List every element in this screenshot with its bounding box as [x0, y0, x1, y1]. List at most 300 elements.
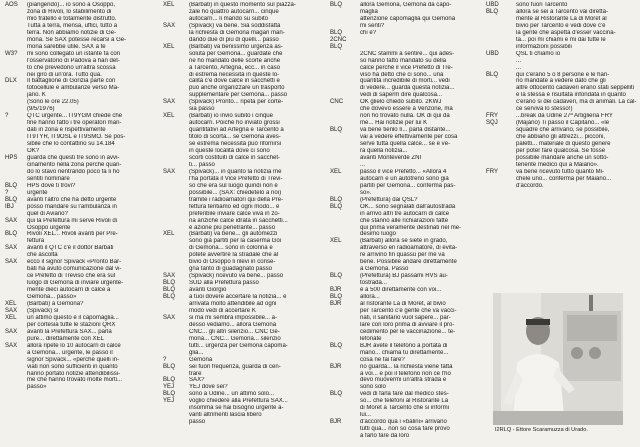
transcript-text: terra. Non abbiamo notizie di Ge- [27, 29, 117, 36]
speaker-callsign [5, 92, 27, 99]
transcript-line [163, 155, 323, 162]
speaker-callsign [163, 371, 189, 378]
transcript-text: va bene ricevuto tutto quanto Mi- [516, 168, 605, 175]
transcript-text: mano... chiama tu direttamente... [360, 349, 449, 356]
speaker-callsign [330, 16, 360, 23]
transcript-line [330, 357, 481, 364]
transcript-text: che dovevo essere a Venzone, ma [360, 106, 453, 113]
transcript-line [330, 259, 481, 266]
transcript-text: (Spivack) Pronto... ripeta per corte- [189, 99, 284, 106]
speaker-callsign [163, 301, 189, 308]
speaker-callsign [5, 238, 27, 245]
speaker-callsign [163, 183, 189, 190]
speaker-callsign: BLQ [163, 391, 176, 398]
transcript-text: signor Spivack... «perché quelli in- [27, 356, 120, 363]
transcript-line [163, 65, 323, 72]
transcript-line [5, 336, 155, 343]
transcript-text: di vedere... guarda questa notizia... [360, 85, 455, 92]
transcript-text: a Tarcento, Artegna, ecc... in caso [189, 64, 280, 71]
transcript-line [5, 266, 155, 273]
transcript-text: viso ha detto che ci sono... una [360, 71, 444, 78]
transcript-text: mona. Se SAX potesse recarsi a Ge- [27, 36, 127, 43]
speaker-callsign: BLQ [330, 391, 343, 398]
transcript-line [5, 287, 155, 294]
transcript-text: sono già partiti per la caserma Goi [189, 238, 282, 245]
speaker-callsign [5, 148, 27, 155]
speaker-callsign [163, 162, 189, 169]
transcript-line [5, 231, 155, 238]
transcript-text: bivio di Osoppo li rilevi in conse- [189, 259, 276, 266]
transcript-line [330, 23, 481, 30]
transcript-text: la gente che aspetta d'esser vaccina- [516, 29, 616, 36]
speaker-callsign: BLQ [330, 43, 343, 50]
transcript-line [486, 169, 638, 176]
transcript-text: OK? [27, 148, 40, 155]
speaker-callsign [330, 357, 360, 364]
transcript-text: glia... [189, 349, 204, 356]
transcript-line [330, 419, 481, 426]
speaker-callsign: BLQ [5, 231, 18, 238]
speaker-callsign [330, 183, 360, 190]
transcript-text: (Barbati) va bene... gli automezzi [189, 231, 278, 238]
speaker-callsign [5, 364, 27, 371]
transcript-text: do lo stavo rientrando poco fa li ho [27, 168, 120, 175]
speaker-callsign [486, 155, 516, 162]
speaker-callsign [330, 58, 360, 65]
speaker-callsign: BJR [330, 287, 342, 294]
transcript-text: c'erano si dei cadaveri, ma di animali. La cal- [516, 99, 637, 106]
transcript-text: (Prefettura) dai QSL? [360, 196, 418, 203]
transcript-line [5, 141, 155, 148]
transcript-text: hanno portato notizie attendibilissi- [27, 370, 121, 377]
transcript-text: ra quella notizia... [360, 148, 408, 155]
speaker-callsign [330, 113, 360, 120]
transcript-line [163, 106, 323, 113]
speaker-callsign [5, 120, 27, 127]
speaker-callsign [5, 266, 27, 273]
speaker-callsign: ? [5, 189, 9, 196]
speaker-callsign [330, 405, 360, 412]
transcript-text: voglio chiedere alla Prefettura SAX... [189, 398, 288, 405]
speaker-callsign [5, 169, 27, 176]
speaker-callsign: BLQ [330, 273, 343, 280]
transcript-line [163, 99, 323, 106]
speaker-callsign: BLQ [5, 182, 18, 189]
speaker-callsign: SAX [5, 342, 18, 349]
speaker-callsign [486, 162, 516, 169]
speaker-callsign [330, 141, 360, 148]
transcript-line [5, 92, 155, 99]
transcript-text: (Sono le ore 22.05) [27, 99, 79, 106]
speaker-callsign [163, 419, 189, 426]
transcript-line [5, 176, 155, 183]
speaker-callsign [5, 9, 27, 16]
transcript-column-3 [330, 2, 481, 440]
transcript-text: di estrema necessità in queste lo- [189, 71, 280, 78]
speaker-callsign: XEL [163, 113, 175, 120]
transcript-line [330, 218, 481, 225]
transcript-text [360, 44, 481, 51]
transcript-text: vanti altrimenti lascia libero [189, 412, 262, 419]
speaker-callsign: BLQ [330, 127, 343, 134]
transcript-line [330, 225, 481, 232]
speaker-callsign [5, 37, 27, 44]
transcript-line [486, 72, 638, 79]
transcript-text: qui c'erano 5 o 8 persone e le han- [516, 71, 610, 78]
speaker-callsign [163, 106, 189, 113]
transcript-line [5, 252, 155, 259]
transcript-line [163, 85, 323, 92]
transcript-text: in queste località dove ci sono [189, 148, 270, 155]
speaker-callsign [486, 134, 516, 141]
speaker-callsign [486, 65, 516, 72]
transcript-text: d'accordo. [516, 182, 544, 189]
speaker-callsign [163, 92, 189, 99]
transcript-line [330, 252, 481, 259]
transcript-line [5, 30, 155, 37]
transcript-line [486, 148, 638, 155]
transcript-line [163, 16, 323, 23]
transcript-line [5, 329, 155, 336]
transcript-line [486, 44, 638, 51]
speaker-callsign [5, 350, 27, 357]
transcript-line [330, 9, 481, 16]
transcript-text: YEJ dove sei? [189, 384, 228, 391]
speaker-callsign: ? [5, 113, 9, 120]
transcript-text: so... che telefoni al Ristorante La [360, 398, 449, 405]
speaker-callsign [330, 51, 360, 58]
transcript-line [330, 2, 481, 9]
transcript-line [486, 37, 638, 44]
speaker-callsign [163, 37, 189, 44]
transcript-text: passo» [27, 384, 47, 391]
transcript-text: preferibile inviare calce viva in zo- [189, 210, 280, 217]
speaker-callsign [330, 148, 360, 155]
speaker-callsign [330, 433, 360, 440]
transcript-line [5, 16, 155, 23]
speaker-callsign: DLX [5, 78, 17, 85]
transcript-line [163, 72, 323, 79]
speaker-callsign [5, 134, 27, 141]
transcript-text: Gemona... passo» [27, 294, 77, 301]
transcript-line [486, 134, 638, 141]
speaker-callsign: W3? [5, 50, 18, 57]
transcript-text: calce perché il vice Prefetto di Tre- [360, 64, 453, 71]
speaker-callsign [330, 72, 360, 79]
transcript-line [5, 308, 155, 315]
transcript-text: mio fratello è totalmente distrutto. [27, 15, 117, 22]
speaker-callsign: XEL [5, 314, 17, 321]
transcript-line [163, 2, 323, 9]
transcript-text: al ristorante La di Moret, al bivio [360, 300, 446, 307]
transcript-text: devo muovermi un'altra strada e [360, 377, 447, 384]
transcript-text: (Barbati) a Gemona? [27, 300, 84, 307]
speaker-callsign: 2CNC [330, 36, 347, 43]
transcript-text: QSL ti chiamo io [516, 50, 561, 57]
transcript-line [163, 377, 323, 384]
transcript-line [163, 37, 323, 44]
speaker-callsign [163, 120, 189, 127]
speaker-callsign [163, 16, 189, 23]
speaker-callsign [486, 176, 516, 183]
speaker-callsign [486, 183, 516, 190]
transcript-line [163, 218, 323, 225]
transcript-text: IT9TYR, IT9OSL e IT9SMO. Se pos- [27, 134, 126, 141]
transcript-text: so hanno fatto mandato su della [360, 57, 447, 64]
transcript-text: vai a vedere effettivamente per cosa [360, 134, 458, 141]
transcript-line [5, 169, 155, 176]
transcript-line [486, 183, 638, 190]
speaker-callsign [330, 23, 360, 30]
transcript-line [486, 2, 638, 9]
speaker-callsign: UBD [486, 50, 499, 57]
speaker-callsign [330, 155, 360, 162]
speaker-callsign [163, 58, 189, 65]
speaker-callsign [163, 190, 189, 197]
speaker-callsign: BLQ [330, 342, 343, 349]
speaker-callsign: BJR [330, 419, 342, 426]
transcript-text: trare [189, 370, 202, 377]
speaker-callsign [163, 259, 189, 266]
transcript-text: di Gemona... sono in colonna e [189, 245, 273, 252]
transcript-line [163, 245, 323, 252]
transcript-line [163, 51, 323, 58]
transcript-line [330, 238, 481, 245]
transcript-text: tostrada... [360, 280, 387, 287]
transcript-line [330, 65, 481, 72]
speaker-callsign [5, 72, 27, 79]
transcript-line [330, 371, 481, 378]
speaker-callsign: XEL [163, 231, 175, 238]
transcript-text: me che hanno trovato molte morti... [27, 377, 123, 384]
transcript-text: (Majano) Ti passo il Capitano... «le [516, 120, 610, 127]
transcript-line [5, 190, 155, 197]
transcript-text: sentiti nominare [27, 175, 70, 182]
transcript-line [486, 9, 638, 16]
transcript-text: l'ha portata il Vice Prefetto di Trevi- [189, 175, 283, 182]
speaker-callsign: SAX [163, 314, 176, 321]
transcript-text: Tutta a terra, mensa, uffici, tutto a [27, 22, 118, 29]
transcript-line [5, 44, 155, 51]
transcript-text: mente dieci autocarri di calce a [27, 287, 111, 294]
transcript-text: chi è? [360, 29, 377, 36]
transcript-line [330, 99, 481, 106]
transcript-line [163, 197, 323, 204]
speaker-callsign [163, 211, 189, 218]
transcript-line [330, 78, 481, 85]
speaker-callsign [163, 72, 189, 79]
transcript-line [163, 127, 323, 134]
transcript-text: serve tutta quella calce... se è ve- [360, 141, 451, 148]
speaker-callsign [163, 225, 189, 232]
transcript-line [163, 44, 323, 51]
transcript-line [330, 412, 481, 419]
transcript-text: mente al Ristorante La di Moret al [516, 15, 607, 22]
transcript-text: a Gemona... urgente, le passo il [27, 349, 113, 356]
transcript-line [163, 280, 323, 287]
speaker-callsign: BLQ [330, 196, 343, 203]
transcript-text: ce serviva lo stesso!) [516, 106, 573, 113]
transcript-text: tenente medico qui a Maiano». [516, 161, 599, 168]
speaker-callsign [163, 51, 189, 58]
transcript-line [486, 127, 638, 134]
transcript-text: bene. Possibile andare direttamente [360, 259, 457, 266]
transcript-line [330, 231, 481, 238]
transcript-line [330, 127, 481, 134]
transcript-text: cinamento nella zona perché quan- [27, 161, 122, 168]
transcript-text: paletti... materiale di questo genere [516, 141, 611, 148]
transcript-text: che abbiano gli attrezzi... picconi, [516, 134, 606, 141]
transcript-text: dando due di più di quelli... passo [189, 36, 279, 43]
speaker-callsign [486, 16, 516, 23]
transcript-line [163, 204, 323, 211]
speaker-callsign [5, 85, 27, 92]
transcript-line [5, 2, 155, 9]
transcript-line [163, 336, 323, 343]
transcript-line [330, 266, 481, 273]
transcript-line [163, 371, 323, 378]
transcript-text: (9/5/1976) [27, 106, 55, 113]
transcript-line [163, 364, 323, 371]
transcript-line [486, 162, 638, 169]
transcript-text: può anche organizzare un trasporto [189, 85, 285, 92]
speaker-callsign [330, 398, 360, 405]
speaker-callsign [330, 190, 360, 197]
transcript-text: re arrivino fin quassù per me va [360, 252, 445, 259]
speaker-callsign: BLQ [163, 294, 176, 301]
speaker-callsign [5, 16, 27, 23]
speaker-callsign [163, 322, 189, 329]
speaker-callsign: SQJ [486, 120, 498, 127]
transcript-line [163, 384, 323, 391]
speaker-callsign [486, 37, 516, 44]
speaker-callsign [163, 336, 189, 343]
speaker-callsign [330, 65, 360, 72]
speaker-callsign [163, 78, 189, 85]
speaker-callsign [5, 176, 27, 183]
transcript-text: per Tarcento c'è gente che va vacci- [360, 307, 457, 314]
transcript-line [330, 211, 481, 218]
transcript-line [5, 218, 155, 225]
transcript-text: passo il vice Prefetto... «Allora 4 [360, 168, 447, 175]
transcript-line [5, 72, 155, 79]
transcript-text: allora Gemona, Gemona da capo- [360, 2, 452, 8]
transcript-line [5, 120, 155, 127]
transcript-text: a farlo fare da loro [360, 433, 410, 440]
transcript-text: allora ripete lo 10 autocarri di calce [27, 342, 121, 349]
speaker-callsign [330, 176, 360, 183]
transcript-line [5, 148, 155, 155]
transcript-text: luogo di Gemona di inviare urgente- [27, 280, 124, 287]
transcript-line [5, 371, 155, 378]
transcript-text: informazioni possibili [516, 43, 572, 50]
transcript-text: la richiesta di Gemona magari man- [189, 29, 285, 36]
transcript-text: to che prevedono un'altra scossa [27, 64, 116, 71]
transcript-line [330, 329, 481, 336]
speaker-callsign [486, 127, 516, 134]
transcript-text: vedi di farla fare dal medico stes- [360, 391, 449, 398]
transcript-text: potete avvertire la stradale che al [189, 252, 279, 259]
transcript-text: quel di Aviano? [27, 210, 68, 217]
transcript-line [330, 287, 481, 294]
transcript-line [330, 273, 481, 280]
speaker-callsign [5, 252, 27, 259]
speaker-callsign [330, 252, 360, 259]
transcript-line [163, 134, 323, 141]
transcript-text: ecco il signor Spivack «Pronto Bar- [27, 259, 122, 266]
transcript-text: qui la Prefettura mi serve Rivoli di [27, 217, 118, 224]
transcript-line [330, 245, 481, 252]
transcript-line [5, 9, 155, 16]
transcript-text: ce Prefetto di Treviso che era sul [27, 273, 116, 280]
transcript-line [163, 405, 323, 412]
speaker-callsign: BLQ [330, 2, 343, 8]
speaker-callsign [163, 197, 189, 204]
transcript-text: (Barbati) va benissimo urgenza as- [189, 43, 283, 50]
transcript-text: ... [516, 64, 522, 71]
transcript-text: desso vediamo... allora Gemona [189, 321, 277, 328]
transcript-text: guarda che questi tre sono in avvi- [27, 154, 120, 161]
transcript-line [330, 106, 481, 113]
transcript-text: vedi di saperm dire qualcosa... [360, 92, 443, 99]
speaker-callsign [486, 23, 516, 30]
transcript-text: jano. K [27, 92, 46, 99]
speaker-callsign [5, 371, 27, 378]
transcript-text: (piangendo)... io sono a Osoppo, [27, 2, 116, 8]
transcript-line [330, 405, 481, 412]
transcript-line [330, 197, 481, 204]
transcript-text: allora... [360, 294, 380, 301]
transcript-text: calità c'è dove calce in sacchetti e [189, 78, 280, 85]
transcript-line [163, 183, 323, 190]
transcript-line [330, 322, 481, 329]
transcript-line [163, 350, 323, 357]
speaker-callsign [330, 308, 360, 315]
transcript-text: ta... poi mi chiami e mi dai tutte le [516, 36, 606, 43]
transcript-text: tutti qua... non so cosa fare provo [360, 426, 450, 433]
transcript-text: HPS dove ti trovi? [27, 182, 76, 189]
transcript-line [5, 58, 155, 65]
transcript-text: va bene tienlo lì... parla distante... [360, 127, 451, 134]
speaker-callsign [163, 204, 189, 211]
transcript-text: che ascolta [27, 252, 58, 259]
speaker-callsign: BLQ [330, 203, 343, 210]
operator-photo [493, 293, 623, 425]
transcript-line [5, 106, 155, 113]
transcript-text: 2CNC stammi a sentire... qui ades- [360, 50, 455, 57]
transcript-line [5, 211, 155, 218]
speaker-callsign: SAX [5, 259, 18, 266]
transcript-text: ne ho mandato delle scorte anche [189, 57, 281, 64]
transcript-line [5, 259, 155, 266]
transcript-line [163, 23, 323, 30]
transcript-text: che stanno alle richiarazioni fatte [360, 217, 449, 224]
speaker-callsign [163, 65, 189, 72]
speaker-callsign [330, 426, 360, 433]
transcript-text: CNC... gli altri silenzio... CNC Ge- [189, 328, 280, 335]
transcript-line [163, 322, 323, 329]
transcript-column-2 [163, 2, 323, 426]
transcript-line [486, 106, 638, 113]
transcript-line [163, 211, 323, 218]
speaker-callsign: AOS [5, 2, 18, 8]
speaker-callsign [5, 106, 27, 113]
transcript-line [163, 162, 323, 169]
transcript-line [330, 183, 481, 190]
speaker-callsign [163, 9, 189, 16]
transcript-line [330, 58, 481, 65]
transcript-line [486, 99, 638, 106]
